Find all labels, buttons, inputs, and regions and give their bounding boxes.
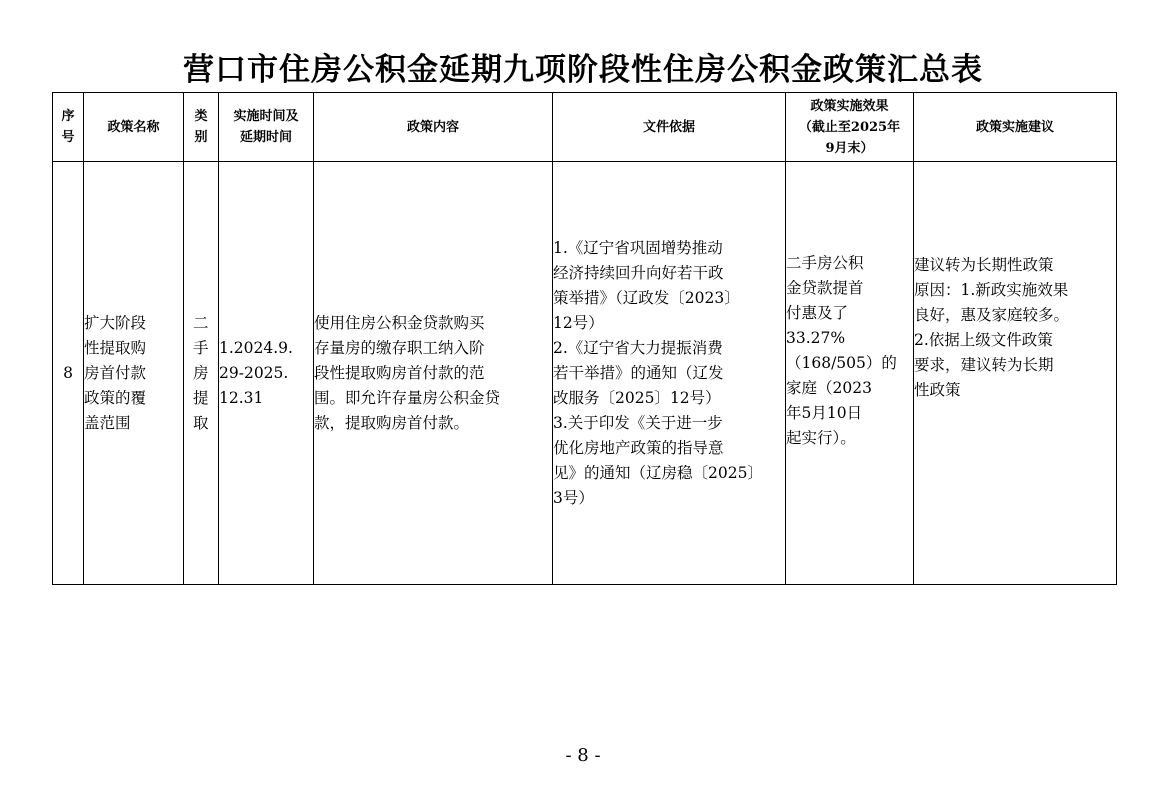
cell-time: 1.2024.9. 29-2025. 12.31: [219, 162, 314, 585]
cell-policy-name: 扩大阶段 性提取购 房首付款 政策的覆 盖范围: [84, 162, 184, 585]
table-header-row: [53, 93, 1117, 162]
header-no: 序号: [53, 93, 84, 162]
header-content: 政策内容: [314, 93, 553, 162]
header-time: 实施时间及 延期时间: [219, 93, 314, 162]
header-basis: 文件依据: [553, 93, 786, 162]
policy-summary-table: [52, 92, 1117, 585]
cell-no: 8: [53, 162, 84, 585]
page-title: 营口市住房公积金延期九项阶段性住房公积金政策汇总表: [183, 52, 983, 88]
header-policy-name: 政策名称: [84, 93, 184, 162]
header-type: 类别: [184, 93, 219, 162]
cell-suggestion: 建议转为长期性政策 原因：1.新政实施效果 良好，惠及家庭较多。 2.依据上级文件政策 要求，建议转为长期 性政策: [914, 162, 1117, 585]
header-suggestion: 政策实施建议: [914, 93, 1117, 162]
header-effect: 政策实施效果 （截止至2025年 9月末）: [786, 93, 914, 162]
cell-effect: 二手房公积 金贷款提首 付惠及了 33.27% （168/505）的 家庭（2023 年5月10日 起实行）。: [786, 162, 914, 585]
cell-content: 使用住房公积金贷款购买 存量房的缴存职工纳入阶 段性提取购房首付款的范 围。即允许存量房公积金贷 款，提取购房首付款。: [314, 162, 553, 585]
cell-type: 二手房提取: [184, 162, 219, 585]
cell-basis: 1.《辽宁省巩固增势推动 经济持续回升向好若干政 策举措》（辽政发〔2023〕 12号） 2.《辽宁省大力提振消费 若干举措》的通知（辽发 改服务〔2025〕12号） 3.关于印发《关于进一步 优化房地产政策的指导意 见》的通知（辽房稳〔2025〕 3号）: [553, 162, 786, 585]
table-row: [53, 162, 1117, 585]
page-number: - 8 -: [565, 745, 601, 766]
